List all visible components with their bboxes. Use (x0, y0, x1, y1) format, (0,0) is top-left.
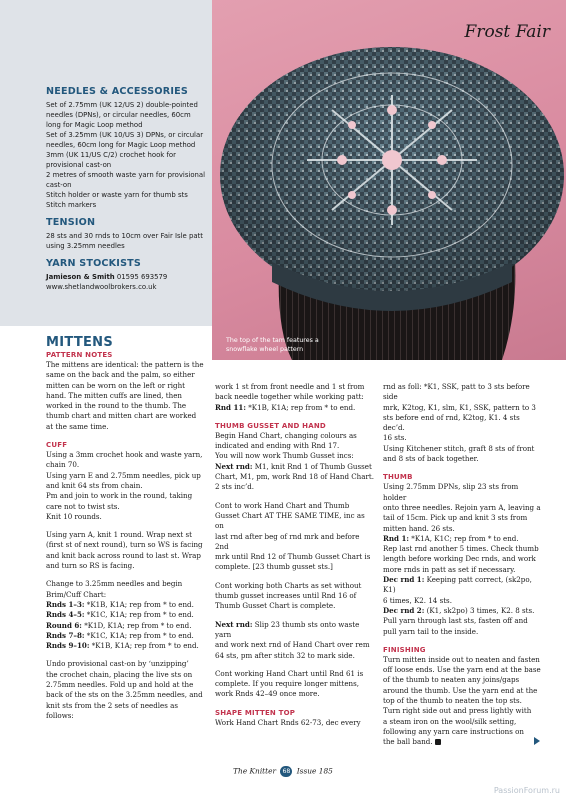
row-text: (K1, sk2po) 3 times, K2. 8 sts. (424, 605, 535, 615)
row-text: Keeping patt correct, (sk2po, K1) (383, 575, 532, 595)
text-line: Thumb Gusset Chart is complete. (215, 601, 336, 611)
text-line: last rnd after beg of rnd mrk and before 2nd (215, 531, 360, 551)
row-label: Dec rnd 2: (383, 605, 425, 615)
text-line: Begin Hand Chart, changing colours as (215, 430, 357, 440)
text-line: The mittens are identical: the pattern is the (46, 360, 204, 369)
text-line: 2 sts inc’d. (215, 482, 255, 492)
needles-list (46, 100, 206, 210)
pattern-notes-text (46, 360, 206, 432)
row-text: *K1B, K1A; rep from * to end. (245, 402, 356, 412)
tension-line: 28 sts and 30 rnds to 10cm over Fair Isle patt (46, 232, 203, 240)
text-line (383, 737, 543, 747)
text-line: a steam iron on the wool/silk setting, (383, 716, 517, 726)
dec-rnd-1-line (383, 575, 543, 596)
text-line: 16 sts. (383, 433, 407, 443)
stockist-contact (46, 272, 202, 282)
text-line: more rnds in patt as set if necessary. (383, 564, 516, 574)
issue-number: Issue 185 (296, 766, 333, 776)
text-line: hand. The mitten cuffs are lined, then (46, 390, 182, 400)
text-line: work Rnds 42–49 once more. (215, 689, 320, 699)
text-line: at the same time. (46, 421, 109, 431)
site-watermark: PassionForum.ru (493, 786, 560, 795)
brim-row (46, 610, 206, 620)
tension-line: using 3.25mm needles (46, 242, 125, 250)
page-footer (0, 766, 566, 777)
brim-row (46, 641, 206, 651)
brim-row (46, 621, 206, 631)
needles-line: 3mm (UK 11/US C/2) crochet hook for (46, 151, 176, 159)
text-line: Cont working both Charts as set without (215, 580, 362, 590)
finishing-text (383, 655, 543, 748)
text-line: Turn mitten inside out to neaten and fasten (383, 654, 540, 664)
text-fragment: the ball band. (383, 737, 433, 747)
needles-line: Set of 3.25mm (UK 10/US 3) DPNs, or circular (46, 131, 204, 139)
row-label: Rnds 4–5: (46, 610, 85, 620)
needles-line: long for Magic Loop method (46, 121, 143, 129)
text-line: mitten can be worn on the left or right (46, 380, 185, 390)
text-line: rnd as foll: *K1, SSK, patt to 3 sts before side (383, 382, 530, 402)
pattern-notes-heading: PATTERN NOTES (46, 351, 113, 359)
text-line: Chart, M1, pm, work Rnd 18 of Hand Chart. (215, 472, 374, 482)
needles-line: 2 metres of smooth waste yarn for provisional (46, 171, 206, 179)
text-line: Cont to work Hand Chart and Thumb (215, 500, 350, 510)
dec-rnd-2-line (383, 606, 543, 616)
text-line: thumb chart and mitten chart are worked (46, 411, 197, 421)
text-line: Using yarn E and 2.75mm needles, pick up (46, 470, 201, 480)
text-line: and 8 sts of back together. (383, 454, 479, 464)
text-line: Pm and join to work in the round, taking (46, 491, 193, 501)
brim-row (46, 631, 206, 641)
gusset-text-3 (215, 581, 375, 612)
needles-line: needles, 60cm long for Magic Loop method (46, 141, 196, 149)
gusset-text-1 (215, 431, 375, 493)
photo-caption: The top of the tam features a snowflake wheel pattern (226, 337, 319, 353)
gusset-text-2 (215, 501, 375, 573)
row-text: *K1B, K1A; rep from * to end. (84, 599, 194, 609)
needles-info-panel (0, 0, 212, 326)
text-line: work 1 st from front needle and 1 st from (215, 382, 365, 391)
text-line: complete. If you require longer mittens, (215, 679, 359, 689)
text-line: thumb gusset increases until Rnd 16 of (215, 591, 357, 601)
text-line: mitten hand. 26 sts. (383, 523, 455, 533)
text-line: the crochet chain, placing the live sts on (46, 669, 193, 679)
text-line: 6 times, K2. 14 sts. (383, 595, 452, 605)
column-2 (215, 382, 375, 736)
text-line: Using yarn A, knit 1 round. Wrap next st (46, 530, 192, 540)
row-label: Rnds 1–3: (46, 599, 85, 609)
text-line: Cont working Hand Chart until Rnd 61 is (215, 668, 364, 678)
text-line: Rep last rnd another 5 times. Check thumb (383, 544, 539, 554)
needles-heading: NEEDLES & ACCESSORIES (46, 86, 188, 97)
text-line: and knit back across round to last st. Wrap (46, 550, 201, 560)
text-line: and work next rnd of Hand Chart over rem (215, 640, 370, 650)
row-label: Rnd 11: (215, 402, 246, 412)
needles-line: cast-on (46, 181, 72, 189)
row-label: Rnd 1: (383, 533, 410, 543)
shape-mitten-top-heading: SHAPE MITTEN TOP (215, 708, 296, 717)
text-line: length before working Dec rnds, and work (383, 554, 536, 564)
row-label: Next rnd: (215, 461, 253, 471)
row-text: *K1B, K1A; rep from * to end. (89, 641, 199, 651)
magazine-name: The Knitter (233, 766, 277, 776)
needles-line: provisional cast-on (46, 161, 112, 169)
needles-line: Stitch markers (46, 201, 97, 209)
row-label: Dec rnd 1: (383, 575, 425, 585)
stockist-name: Jamieson & Smith (46, 273, 115, 281)
next-rnd-line (215, 462, 375, 472)
text-line: Using 2.75mm DPNs, slip 23 sts from holder (383, 482, 519, 502)
text-line: back needle together while working patt: (215, 392, 364, 402)
text-line: Pull yarn through last sts, fasten off and (383, 616, 528, 626)
text-line: (first st of next round), turn so WS is facing (46, 540, 203, 550)
text-line: indicated and ending with Rnd 17. (215, 441, 340, 451)
text-line: You will now work Thumb Gusset incs: (215, 451, 354, 461)
text-line: tail of 15cm. Pick up and knit 3 sts from (383, 513, 528, 523)
text-line: mrk until Rnd 12 of Thumb Gusset Chart is (215, 552, 371, 562)
text-line: 2.75mm needles. Fold up and hold at the (46, 680, 194, 690)
text-line: mrk, K2tog, K1, slm, K1, SSK, pattern to 3 (383, 402, 536, 412)
text-line: 64 sts, pm after stitch 32 to mark side. (215, 650, 355, 660)
text-line: chain 70. (46, 460, 80, 470)
text-line: following any yarn care instructions on (383, 726, 524, 736)
text-line: Undo provisional cast-on by ‘unzipping’ (46, 659, 189, 669)
text-line: pull yarn tail to the inside. (383, 626, 479, 636)
stockist-website-link[interactable]: www.shetlandwoolbrokers.co.uk (46, 283, 157, 291)
mittens-heading: MITTENS (46, 335, 114, 350)
text-line: worked in the round to the thumb. The (46, 401, 187, 411)
row-text: M1, knit Rnd 1 of Thumb Gusset (252, 461, 372, 471)
text-line: care not to twist sts. (46, 501, 120, 511)
cuff-text-1 (46, 450, 206, 522)
tam-photo (212, 0, 566, 360)
next-rnd-line (215, 620, 375, 641)
cuff-text-2 (46, 530, 206, 571)
shape-text (215, 718, 375, 728)
column-3 (383, 382, 543, 756)
stockists-heading: YARN STOCKISTS (46, 258, 142, 269)
row-label: Rnds 9–10: (46, 641, 90, 651)
brim-chart-instructions (46, 579, 206, 651)
row-text: Slip 23 thumb sts onto waste yarn (215, 619, 360, 639)
text-line: off loose ends. Use the yarn end at the base (383, 665, 541, 675)
continue-arrow-icon (534, 737, 540, 745)
text-line: around the thumb. Use the yarn end at the (383, 685, 538, 695)
row-text: *K1A, K1C; rep from * to end. (409, 533, 519, 543)
cuff-text-4 (46, 659, 206, 721)
page-number: 68 (280, 766, 292, 777)
cuff-heading: CUFF (46, 441, 68, 450)
gusset-text-4 (215, 669, 375, 700)
finishing-heading: FINISHING (383, 645, 426, 654)
stockist-phone: 01595 693579 (116, 273, 168, 281)
text-line: and turn so RS is facing. (46, 561, 135, 571)
row-label: Next rnd: (215, 619, 253, 629)
text-line: and knit 64 sts from chain. (46, 480, 143, 490)
text-line: Using a 3mm crochet hook and waste yarn, (46, 450, 203, 460)
needles-line: needles (DPNs), or circular needles, 60cm (46, 111, 191, 119)
cuff-join-text (215, 382, 375, 413)
row-text: *K1D, K1A; rep from * to end. (81, 620, 192, 630)
text-line: sts before end of rnd, K2tog, K1. 4 sts dec’d. (383, 412, 520, 433)
gusset-text-next-rnd (215, 620, 375, 661)
tam-illustration (212, 0, 566, 360)
thumb-gusset-heading: THUMB GUSSET AND HAND (215, 421, 326, 430)
text-line: Brim/Cuff Chart: (46, 589, 107, 599)
needles-line: Stitch holder or waste yarn for thumb sts (46, 191, 188, 199)
text-line: Knit 10 rounds. (46, 511, 102, 521)
needles-line: Set of 2.75mm (UK 12/US 2) double-pointed (46, 101, 198, 109)
text-line: top of the thumb to neaten the top sts. (383, 696, 522, 706)
text-line: of the thumb to neaten any joins/gaps (383, 675, 520, 685)
shape-continued-text (383, 382, 543, 464)
text-line: Turn right side out and press lightly with (383, 706, 532, 716)
thumb-heading: THUMB (383, 473, 413, 482)
row-text: *K1C, K1A; rep from * to end. (84, 610, 194, 620)
column-1 (46, 336, 206, 729)
brim-row (46, 600, 206, 610)
rnd-11-line (215, 403, 375, 413)
tension-heading: TENSION (46, 217, 96, 228)
row-label: Rnds 7–8: (46, 630, 85, 640)
row-label: Round 6: (46, 620, 82, 630)
text-line: Work Hand Chart Rnds 62-73, dec every (215, 717, 361, 727)
rnd-1-line (383, 534, 543, 544)
text-line: Change to 3.25mm needles and begin (46, 579, 183, 589)
text-line: back of the sts on the 3.25mm needles, and (46, 690, 203, 700)
text-line: complete. [23 thumb gusset sts.] (215, 562, 333, 572)
row-text: *K1C, K1A; rep from * to end. (84, 630, 194, 640)
text-line: Gusset Chart AT THE SAME TIME, inc as on (215, 510, 365, 531)
text-line: knit sts from the 2 sets of needles as follows: (46, 700, 179, 720)
text-line: same on the back and the palm, so either (46, 370, 195, 380)
pattern-title: Frost Fair (464, 22, 550, 42)
end-of-pattern-icon (435, 739, 441, 745)
text-line: Using Kitchener stitch, graft 8 sts of front (383, 443, 535, 453)
text-line: onto three needles. Rejoin yarn A, leaving a (383, 502, 541, 512)
thumb-text (383, 482, 543, 636)
